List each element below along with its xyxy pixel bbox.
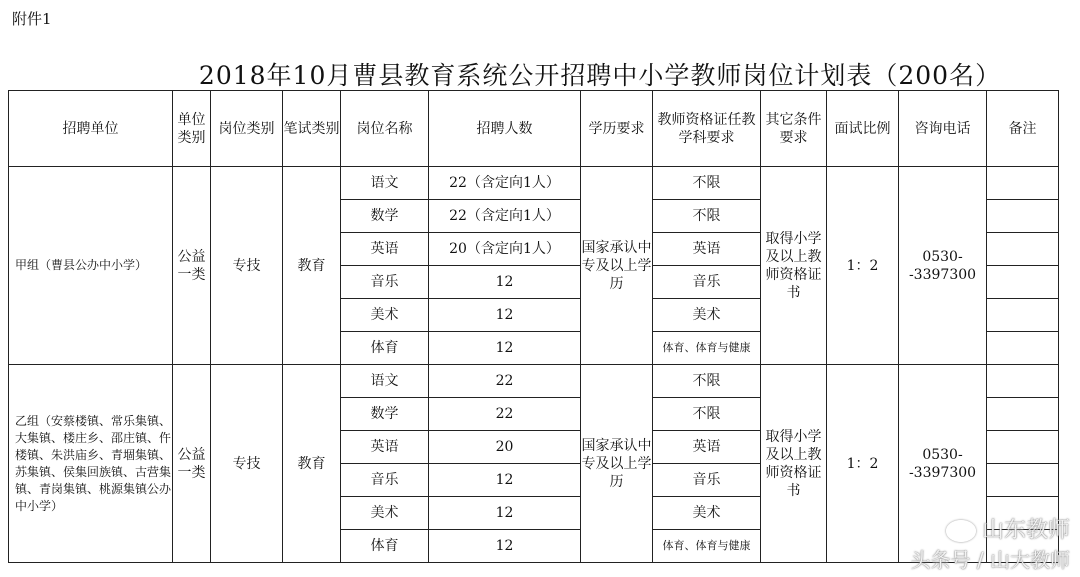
post-cert: 不限 (653, 365, 761, 398)
post-name: 英语 (341, 431, 429, 464)
col-header-exam-type: 笔试类别 (283, 91, 341, 167)
post-name: 数学 (341, 398, 429, 431)
post-name: 体育 (341, 530, 429, 563)
post-cert: 不限 (653, 200, 761, 233)
group-exam-type: 教育 (283, 365, 341, 563)
remarks-cell (987, 332, 1059, 365)
remarks-cell (987, 365, 1059, 398)
post-cert: 英语 (653, 431, 761, 464)
post-name: 音乐 (341, 464, 429, 497)
post-cert: 体育、体育与健康 (653, 332, 761, 365)
group-unit-type: 公益一类 (173, 365, 211, 563)
post-count: 22（含定向1人） (429, 200, 581, 233)
watermark-brand: 山东教师 (981, 518, 1070, 543)
group-ratio: 1：2 (827, 167, 899, 365)
group-post-type: 专技 (211, 167, 283, 365)
group-other: 取得小学及以上教师资格证书 (761, 167, 827, 365)
remarks-cell (987, 233, 1059, 266)
col-header-unit: 招聘单位 (9, 91, 173, 167)
col-header-cert: 教师资格证任教学科要求 (653, 91, 761, 167)
remarks-cell (987, 266, 1059, 299)
post-cert: 音乐 (653, 464, 761, 497)
post-count: 12 (429, 530, 581, 563)
post-count: 12 (429, 266, 581, 299)
post-count: 12 (429, 497, 581, 530)
col-header-count: 招聘人数 (429, 91, 581, 167)
remarks-cell (987, 398, 1059, 431)
post-name: 语文 (341, 365, 429, 398)
remarks-cell (987, 464, 1059, 497)
post-name: 音乐 (341, 266, 429, 299)
col-header-phone: 咨询电话 (899, 91, 987, 167)
post-cert: 体育、体育与健康 (653, 530, 761, 563)
group-ratio: 1：2 (827, 365, 899, 563)
col-header-education: 学历要求 (581, 91, 653, 167)
post-name: 体育 (341, 332, 429, 365)
post-count: 20（含定向1人） (429, 233, 581, 266)
col-header-remarks: 备注 (987, 91, 1059, 167)
group-unit: 甲组（曹县公办中小学） (9, 167, 173, 365)
post-cert: 不限 (653, 167, 761, 200)
watermark-source: 头条号 / 山大教师 (910, 548, 1070, 572)
table-row (9, 365, 1059, 398)
group-phone: 0530--3397300 (899, 167, 987, 365)
col-header-unit-type: 单位类别 (173, 91, 211, 167)
col-header-post-type: 岗位类别 (211, 91, 283, 167)
post-name: 英语 (341, 233, 429, 266)
post-count: 12 (429, 299, 581, 332)
post-name: 美术 (341, 299, 429, 332)
post-count: 12 (429, 464, 581, 497)
group-unit: 乙组（安蔡楼镇、常乐集镇、大集镇、楼庄乡、邵庄镇、仵楼镇、朱洪庙乡、青堌集镇、苏集镇、侯集回族镇、古营集镇、青岗集镇、桃源集镇公办中小学） (9, 365, 173, 563)
post-cert: 不限 (653, 398, 761, 431)
post-count: 20 (429, 431, 581, 464)
watermark (911, 513, 1070, 573)
post-cert: 美术 (653, 299, 761, 332)
remarks-cell (987, 299, 1059, 332)
remarks-cell (987, 200, 1059, 233)
post-cert: 英语 (653, 233, 761, 266)
table-row (9, 167, 1059, 200)
group-other: 取得小学及以上教师资格证书 (761, 365, 827, 563)
group-education: 国家承认中专及以上学历 (581, 365, 653, 563)
post-name: 数学 (341, 200, 429, 233)
remarks-cell (987, 431, 1059, 464)
post-name: 美术 (341, 497, 429, 530)
group-phone: 0530--3397300 (899, 365, 987, 563)
col-header-other: 其它条件要求 (761, 91, 827, 167)
table-header-row (9, 91, 1059, 167)
post-cert: 音乐 (653, 266, 761, 299)
chat-bubble-icon (946, 520, 976, 542)
post-count: 22 (429, 365, 581, 398)
post-count: 22 (429, 398, 581, 431)
document-title: 2018年10月曹县教育系统公开招聘中小学教师岗位计划表（200名） (198, 61, 1002, 90)
attachment-label: 附件1 (12, 10, 52, 28)
remarks-cell (987, 167, 1059, 200)
recruitment-plan-table (8, 90, 1059, 563)
group-post-type: 专技 (211, 365, 283, 563)
col-header-ratio: 面试比例 (827, 91, 899, 167)
post-name: 语文 (341, 167, 429, 200)
group-education: 国家承认中专及以上学历 (581, 167, 653, 365)
post-count: 22（含定向1人） (429, 167, 581, 200)
group-exam-type: 教育 (283, 167, 341, 365)
group-unit-type: 公益一类 (173, 167, 211, 365)
col-header-post-name: 岗位名称 (341, 91, 429, 167)
post-count: 12 (429, 332, 581, 365)
post-cert: 美术 (653, 497, 761, 530)
